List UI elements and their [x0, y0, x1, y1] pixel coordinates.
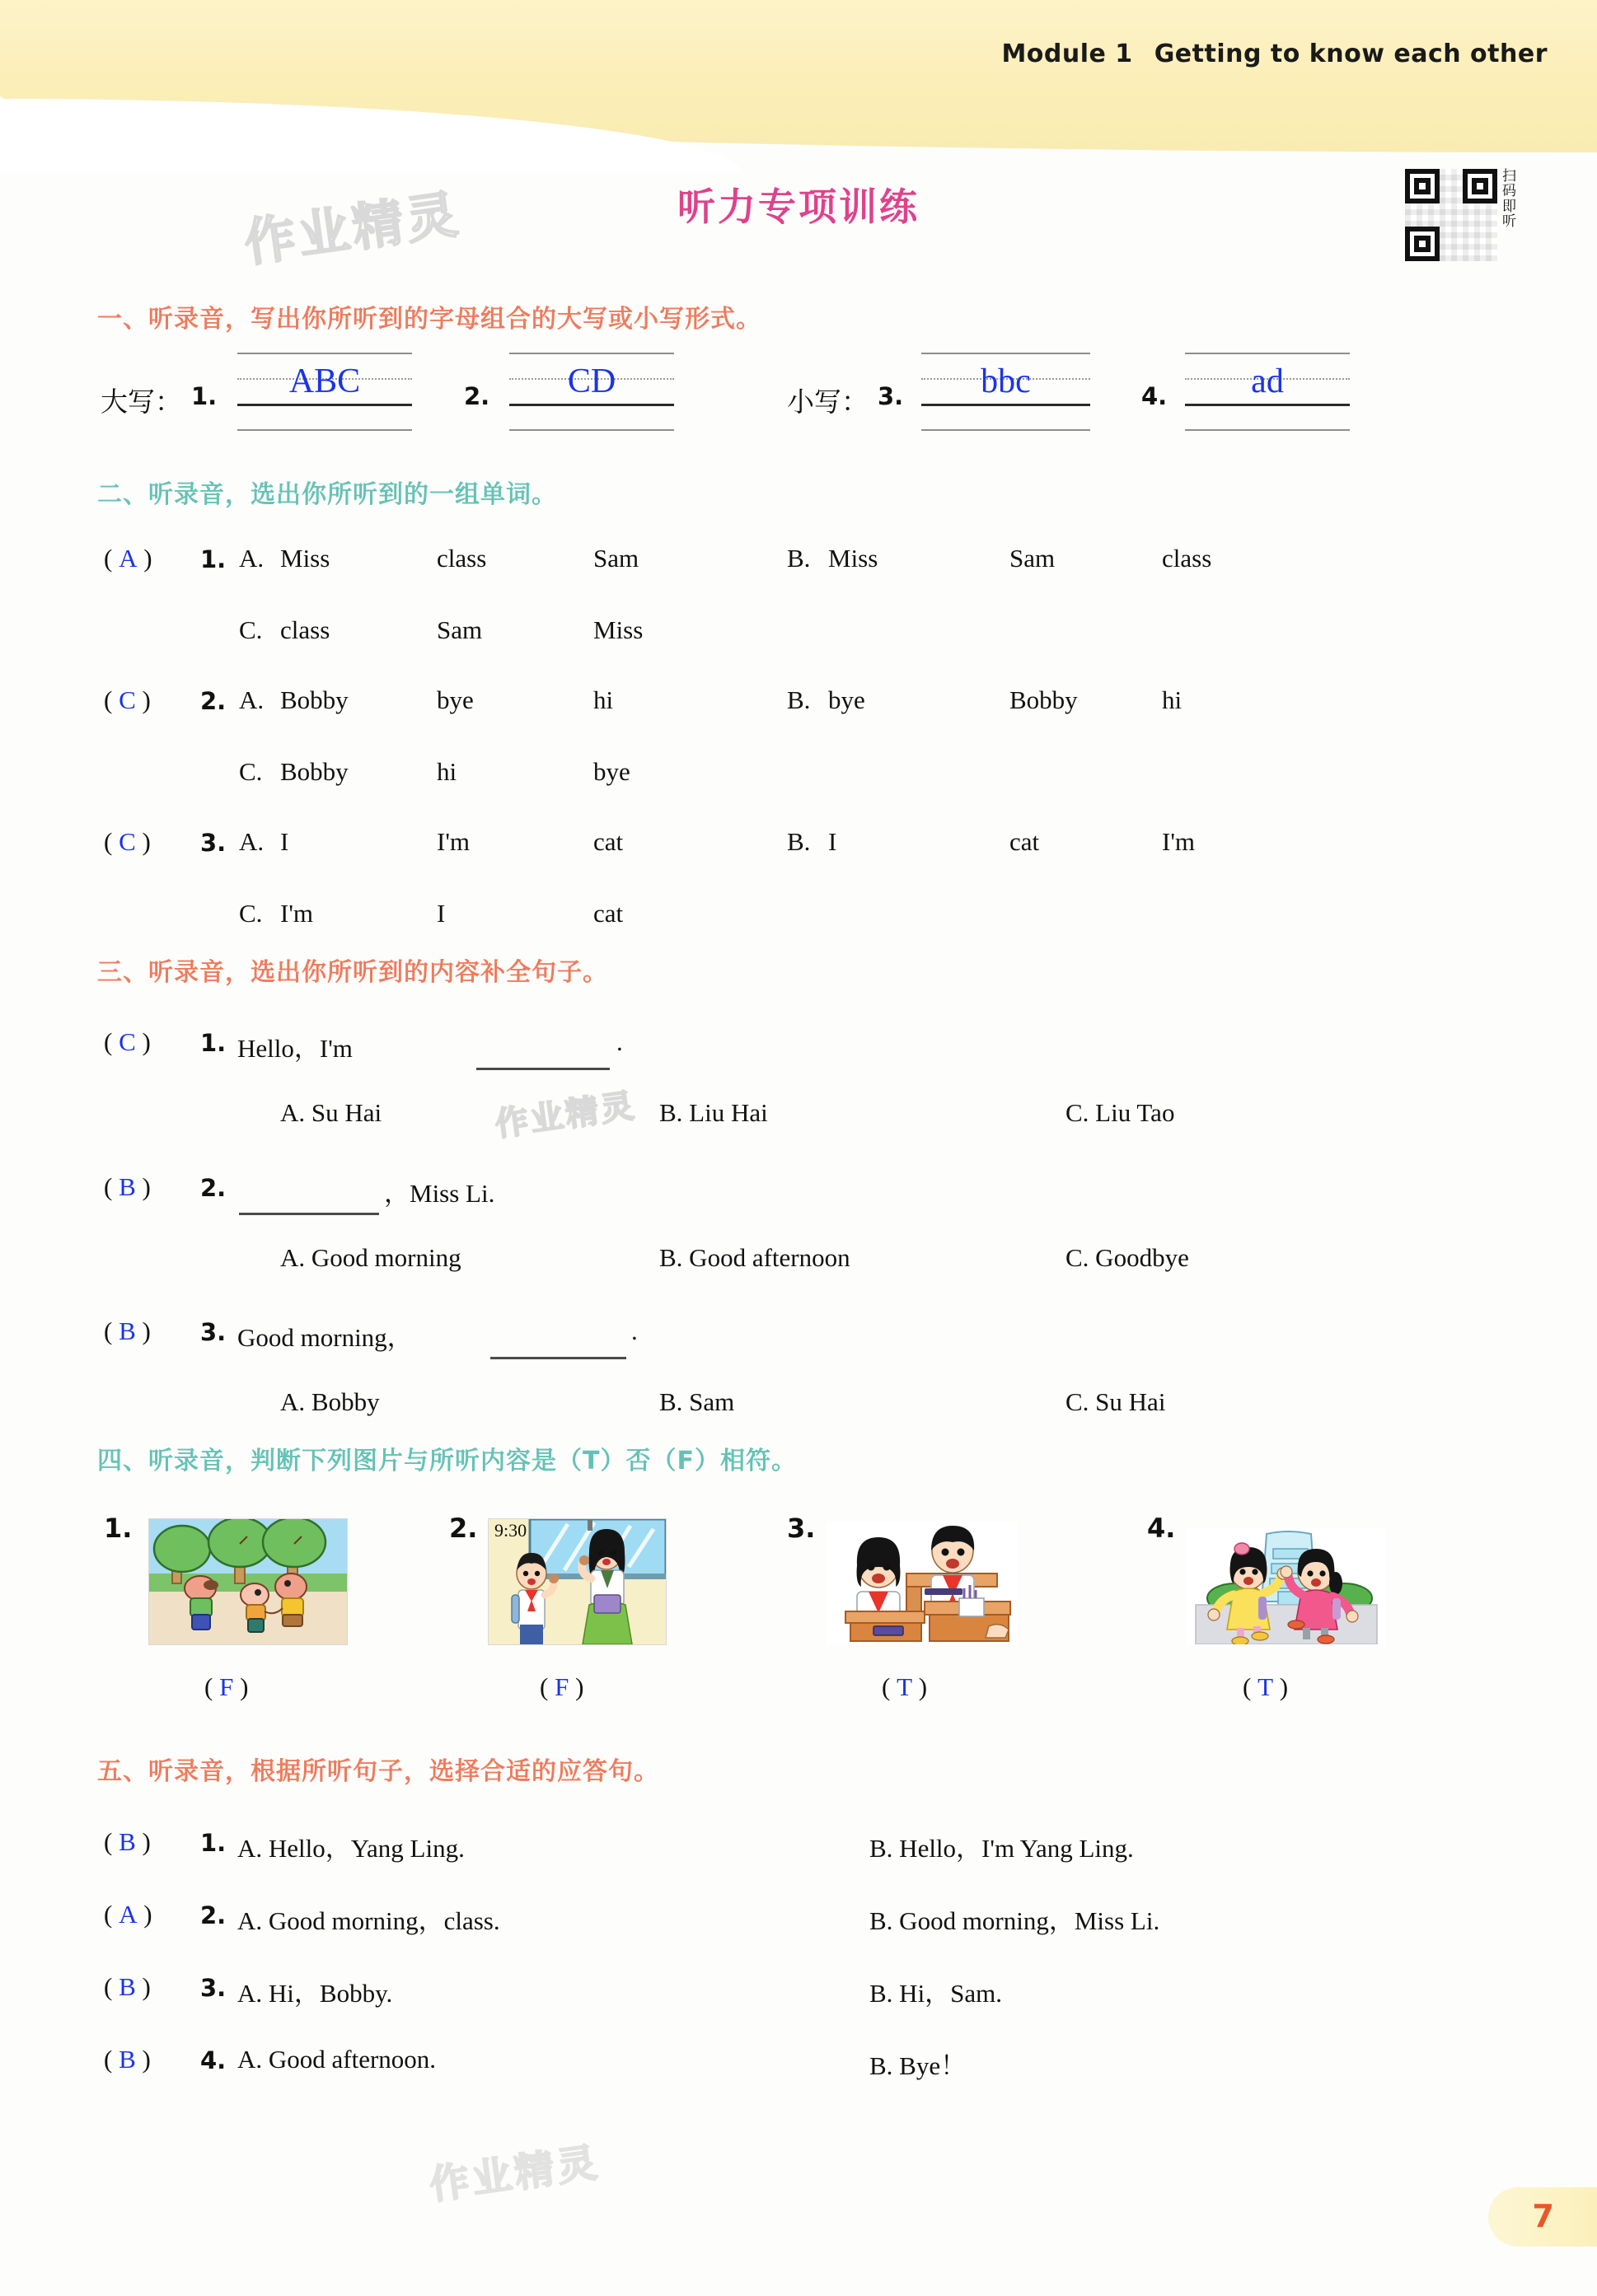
- q5-4-option-a[interactable]: A. Good afternoon.: [237, 2045, 437, 2074]
- q2-2-opt-b-w1: bye: [828, 685, 865, 714]
- q5-1-option-a[interactable]: A. Hello，Yang Ling.: [237, 1834, 465, 1863]
- writing-guide-4[interactable]: [1185, 353, 1350, 432]
- q2-1-opt-a-w2: class: [437, 544, 487, 573]
- picture-1-answer: F: [219, 1672, 234, 1701]
- q2-1-number: 1.: [200, 545, 227, 573]
- q5-3-option-b[interactable]: B. Hi，Sam.: [869, 1979, 1003, 2008]
- q2-2-answer: C: [119, 685, 136, 714]
- q3-3-answer: B: [119, 1316, 136, 1345]
- uppercase-label: 大写：: [101, 388, 182, 418]
- q2-2-opt-b-w2: Bobby: [1009, 685, 1078, 714]
- section-4-heading: 四、听录音，判断下列图片与所听内容是（T）否（F）相符。: [97, 1447, 797, 1475]
- q3-2-option-b[interactable]: B. Good afternoon: [659, 1243, 850, 1272]
- q2-3-opt-a-w3: cat: [593, 827, 624, 856]
- q5-4-answer-box[interactable]: ( B ): [104, 2045, 151, 2074]
- q5-1-number: 1.: [200, 1829, 227, 1857]
- q5-4-option-b[interactable]: B. Bye！: [869, 2051, 967, 2080]
- q5-3-answer: B: [119, 1972, 136, 2001]
- q2-1-opt-c-w3: Miss: [593, 615, 644, 644]
- picture-3-tf-box[interactable]: ( T ): [882, 1672, 928, 1701]
- q5-2-option-b[interactable]: B. Good morning，Miss Li.: [869, 1906, 1160, 1935]
- q5-1-answer: B: [119, 1827, 136, 1856]
- section-2-heading: 二、听录音，选出你所听到的一组单词。: [97, 480, 557, 509]
- q5-4-answer: B: [119, 2045, 136, 2074]
- q3-1-option-c[interactable]: C. Liu Tao: [1065, 1098, 1175, 1127]
- q2-1-opt-c-w2: Sam: [437, 615, 483, 644]
- q3-3-blank[interactable]: [490, 1357, 626, 1359]
- q3-1-number: 1.: [200, 1029, 227, 1057]
- q2-3-opt-c-w1: I'm: [280, 899, 314, 928]
- writing-guide-2[interactable]: [509, 353, 674, 432]
- q3-1-option-a[interactable]: A. Su Hai: [280, 1098, 382, 1127]
- q3-2-stem-after: ，Miss Li.: [384, 1179, 495, 1208]
- q2-2-opt-a-letter[interactable]: A.: [239, 685, 265, 714]
- q3-3-option-c[interactable]: C. Su Hai: [1065, 1387, 1166, 1416]
- q2-3-opt-b-letter[interactable]: B.: [787, 827, 811, 856]
- q1-3-answer: bbc: [981, 362, 1031, 400]
- section-5-heading: 五、听录音，根据所听句子，选择合适的应答句。: [97, 1757, 659, 1786]
- q2-3-opt-a-w2: I'm: [437, 827, 471, 856]
- q2-3-opt-b-w2: cat: [1009, 827, 1040, 856]
- q3-3-option-a[interactable]: A. Bobby: [280, 1387, 380, 1416]
- picture-4-illustration: [1187, 1529, 1385, 1644]
- q3-3-option-b[interactable]: B. Sam: [659, 1387, 735, 1416]
- picture-3-number: 3.: [787, 1513, 816, 1544]
- watermark: 作业精灵: [493, 1087, 639, 1144]
- q1-3-number: 3.: [878, 382, 904, 410]
- q3-3-stem-after: .: [631, 1316, 638, 1345]
- q2-3-number: 3.: [200, 829, 227, 857]
- q1-2-number: 2.: [464, 382, 490, 410]
- q3-1-option-b[interactable]: B. Liu Hai: [659, 1098, 768, 1127]
- q5-2-number: 2.: [200, 1901, 227, 1929]
- q2-3-opt-c-letter[interactable]: C.: [239, 899, 263, 928]
- q5-1-option-b[interactable]: B. Hello，I'm Yang Ling.: [869, 1834, 1134, 1863]
- q1-1-number: 1.: [191, 382, 218, 410]
- banner-title: [1001, 40, 1548, 68]
- q2-3-opt-c-w3: cat: [593, 899, 624, 928]
- watermark: 作业精灵: [240, 183, 465, 274]
- q1-2-answer: CD: [567, 362, 616, 400]
- q5-3-option-a[interactable]: A. Hi，Bobby.: [237, 1979, 393, 2008]
- banner-module-title: Getting to know each other: [1154, 40, 1548, 68]
- watermark: 作业精灵: [426, 2139, 603, 2209]
- q2-3-opt-b-w3: I'm: [1162, 827, 1196, 856]
- q5-3-answer-box[interactable]: ( B ): [104, 1972, 151, 2001]
- q5-2-answer: A: [119, 1900, 138, 1929]
- q3-2-number: 2.: [200, 1174, 227, 1202]
- picture-1-number: 1.: [104, 1513, 133, 1544]
- q2-1-opt-c-w1: class: [280, 615, 330, 644]
- q2-2-opt-c-w3: bye: [593, 757, 630, 786]
- picture-3-illustration: [827, 1522, 1017, 1644]
- q3-1-blank[interactable]: [476, 1068, 610, 1070]
- q1-4-answer: ad: [1251, 362, 1284, 400]
- q2-3-opt-c-w2: I: [437, 899, 446, 928]
- q3-2-answer: B: [119, 1172, 136, 1201]
- q2-1-opt-b-letter[interactable]: B.: [787, 544, 811, 573]
- q2-2-opt-b-letter[interactable]: B.: [787, 685, 811, 714]
- q2-1-opt-c-letter[interactable]: C.: [239, 615, 263, 644]
- picture-2-time: 9:30: [494, 1520, 527, 1541]
- picture-4-answer: T: [1257, 1672, 1274, 1701]
- q2-1-opt-a-w3: Sam: [593, 544, 639, 573]
- q1-1-answer: ABC: [288, 362, 361, 400]
- writing-guide-1[interactable]: [237, 353, 412, 432]
- q3-2-blank[interactable]: [239, 1213, 379, 1215]
- q2-3-answer: C: [119, 827, 136, 856]
- q2-1-opt-b-w3: class: [1162, 544, 1212, 573]
- q3-1-stem-after: .: [616, 1027, 623, 1056]
- picture-3-answer: T: [897, 1672, 913, 1701]
- q3-1-answer-box[interactable]: ( C ): [104, 1027, 151, 1056]
- picture-1-illustration: [149, 1519, 347, 1644]
- picture-4: [1187, 1528, 1386, 1645]
- q2-2-opt-a-w1: Bobby: [280, 685, 349, 714]
- picture-2-answer: F: [555, 1672, 569, 1701]
- q2-2-opt-a-w2: bye: [437, 685, 474, 714]
- q3-3-answer-box[interactable]: ( B ): [104, 1316, 151, 1345]
- q3-2-answer-box[interactable]: ( B ): [104, 1172, 151, 1201]
- q2-1-answer-box[interactable]: ( A ): [104, 544, 152, 573]
- q2-3-opt-b-w1: I: [828, 827, 837, 856]
- q2-2-number: 2.: [200, 687, 227, 715]
- qr-caption: 扫码即听: [1502, 168, 1516, 231]
- q2-3-opt-a-w1: I: [280, 827, 289, 856]
- q2-1-opt-b-w2: Sam: [1009, 544, 1056, 573]
- q3-3-stem-before: Good morning，: [237, 1323, 413, 1352]
- q2-1-opt-b-w1: Miss: [828, 544, 878, 573]
- q2-2-opt-c-w1: Bobby: [280, 757, 349, 786]
- q2-2-opt-b-w3: hi: [1162, 685, 1183, 714]
- q2-2-opt-a-w3: hi: [593, 685, 614, 714]
- picture-3: [827, 1522, 1018, 1645]
- writing-guide-3[interactable]: [921, 353, 1090, 432]
- q2-1-answer: A: [119, 544, 138, 573]
- picture-1: [148, 1518, 348, 1645]
- q3-2-option-a[interactable]: A. Good morning: [280, 1243, 461, 1272]
- q3-1-answer: C: [119, 1027, 136, 1056]
- q1-4-number: 4.: [1141, 382, 1168, 410]
- picture-4-number: 4.: [1147, 1513, 1176, 1544]
- q2-2-answer-box[interactable]: ( C ): [104, 685, 151, 714]
- section-1-heading: 一、听录音，写出你所听到的字母组合的大写或小写形式。: [97, 305, 761, 334]
- q5-2-option-a[interactable]: A. Good morning，class.: [237, 1906, 500, 1935]
- page-number: 7: [1532, 2198, 1554, 2234]
- picture-4-tf-box[interactable]: ( T ): [1243, 1672, 1289, 1701]
- q3-3-number: 3.: [200, 1318, 227, 1346]
- q2-3-opt-a-letter[interactable]: A.: [239, 827, 265, 856]
- q2-1-opt-a-letter[interactable]: A.: [239, 544, 265, 573]
- q3-2-option-c[interactable]: C. Goodbye: [1065, 1243, 1189, 1272]
- q5-2-answer-box[interactable]: ( A ): [104, 1900, 152, 1929]
- q3-1-stem-before: Hello，I'm: [237, 1034, 353, 1063]
- q2-2-opt-c-letter[interactable]: C.: [239, 757, 263, 786]
- q2-3-answer-box[interactable]: ( C ): [104, 827, 151, 856]
- q5-1-answer-box[interactable]: ( B ): [104, 1827, 151, 1856]
- q5-3-number: 3.: [200, 1974, 227, 2002]
- lowercase-label: 小写：: [787, 388, 869, 418]
- q2-2-opt-c-w2: hi: [437, 757, 457, 786]
- q5-4-number: 4.: [200, 2046, 227, 2074]
- picture-2-tf-box[interactable]: ( F ): [540, 1672, 584, 1701]
- section-3-heading: 三、听录音，选出你所听到的内容补全句子。: [97, 958, 608, 987]
- q2-1-opt-a-w1: Miss: [280, 544, 330, 573]
- picture-2-number: 2.: [449, 1513, 478, 1544]
- page-title: 听力专项训练: [677, 185, 920, 229]
- banner-module: Module 1: [1001, 40, 1133, 68]
- picture-1-tf-box[interactable]: ( F ): [204, 1672, 249, 1701]
